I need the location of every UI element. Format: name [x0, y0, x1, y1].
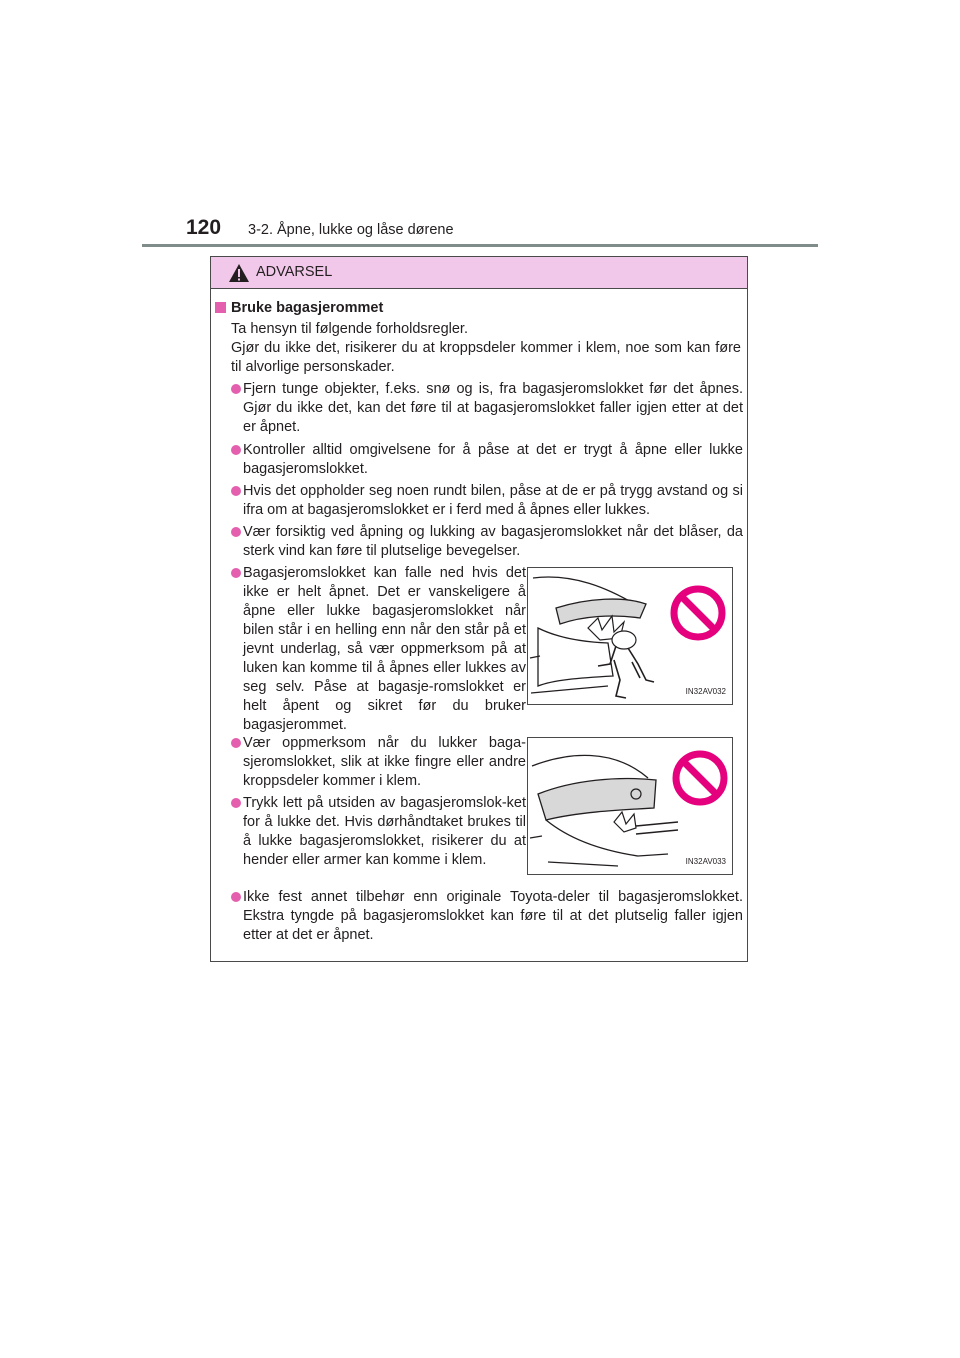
bullet-dot-icon	[231, 798, 241, 808]
bullet-dot-icon	[231, 384, 241, 394]
section-heading	[215, 299, 383, 318]
header-rule	[142, 244, 818, 247]
bullet-text: Hvis det oppholder seg noen rundt bilen, påse at de er på trygg avstand og si ifra om at bagasjeromslokket er i ferd med å åpnes eller lukkes.	[243, 483, 743, 518]
bullet-item	[231, 794, 526, 870]
section-title: 3-2. Åpne, lukke og låse dørene	[248, 222, 454, 238]
warning-icon	[228, 263, 250, 283]
bullet-item	[231, 441, 743, 479]
bullet-text: Bagasjeromslokket kan falle ned hvis det ikke er helt åpnet. Det er vanskeligere å åpne eller lukke bagasjeromslokket når bilen står i en helling enn når den står på et jevnt underlag, så vær oppmerksom på at luken kan komme til å åpnes eller lukkes av seg selv. Påse at bagasje-romslokket er helt åpent og sikret før du bruker bagasjerommet.	[243, 565, 526, 733]
heading-text: Bruke bagasjerommet	[231, 300, 384, 316]
figure-caption: IN32AV033	[685, 857, 726, 866]
page-number: 120	[186, 216, 222, 239]
bullet-dot-icon	[231, 568, 241, 578]
bullet-dot-icon	[231, 445, 241, 455]
warning-label: ADVARSEL	[256, 264, 333, 280]
bullet-text: Ikke fest annet tilbehør enn originale Toyota-deler til bagasjeromslokket. Ekstra tyngde på bagasjeromslokket kan føre til at det plutselig faller igjen etter at det er åpnet.	[243, 889, 743, 943]
illustration-trunk-fall	[527, 567, 733, 705]
bullet-text: Vær oppmerksom når du lukker baga-sjeromslokket, slik at ikke fingre eller andre kroppsdeler kommer i klem.	[243, 735, 526, 789]
bullet-dot-icon	[231, 892, 241, 902]
bullet-text: Fjern tunge objekter, f.eks. snø og is, fra bagasjeromslokket før det åpnes. Gjør du ikke det, kan det føre til at bagasjeromslokket faller igjen etter at det er åpnet.	[243, 381, 743, 435]
figure-caption: IN32AV032	[685, 687, 726, 696]
illustration-trunk-close	[527, 737, 733, 875]
bullet-item	[231, 523, 743, 561]
bullet-item	[231, 564, 526, 735]
bullet-item	[231, 734, 526, 791]
bullet-text: Vær forsiktig ved åpning og lukking av bagasjeromslokket når det blåser, da sterk vind kan føre til plutselige bevegelser.	[243, 524, 743, 559]
bullet-dot-icon	[231, 527, 241, 537]
warning-header	[211, 257, 747, 289]
bullet-dot-icon	[231, 738, 241, 748]
square-bullet-icon	[215, 302, 226, 313]
bullet-item	[231, 380, 743, 437]
bullet-text: Trykk lett på utsiden av bagasjeromslok-ket for å lukke det. Hvis dørhåndtaket brukes til å lukke bagasjeromslokket, risikerer du at hender eller armer kan komme i klem.	[243, 795, 526, 868]
bullet-dot-icon	[231, 486, 241, 496]
warning-box	[210, 256, 748, 962]
intro-text: Ta hensyn til følgende forholdsregler. Gjør du ikke det, risikerer du at kroppsdeler kommer i klem, noe som kan føre til alvorlige personskader.	[231, 321, 741, 375]
bullet-item	[231, 888, 743, 945]
bullet-item	[231, 482, 743, 520]
bullet-text: Kontroller alltid omgivelsene for å påse at det er trygt å åpne eller lukke bagasjeromslokket.	[243, 442, 743, 477]
